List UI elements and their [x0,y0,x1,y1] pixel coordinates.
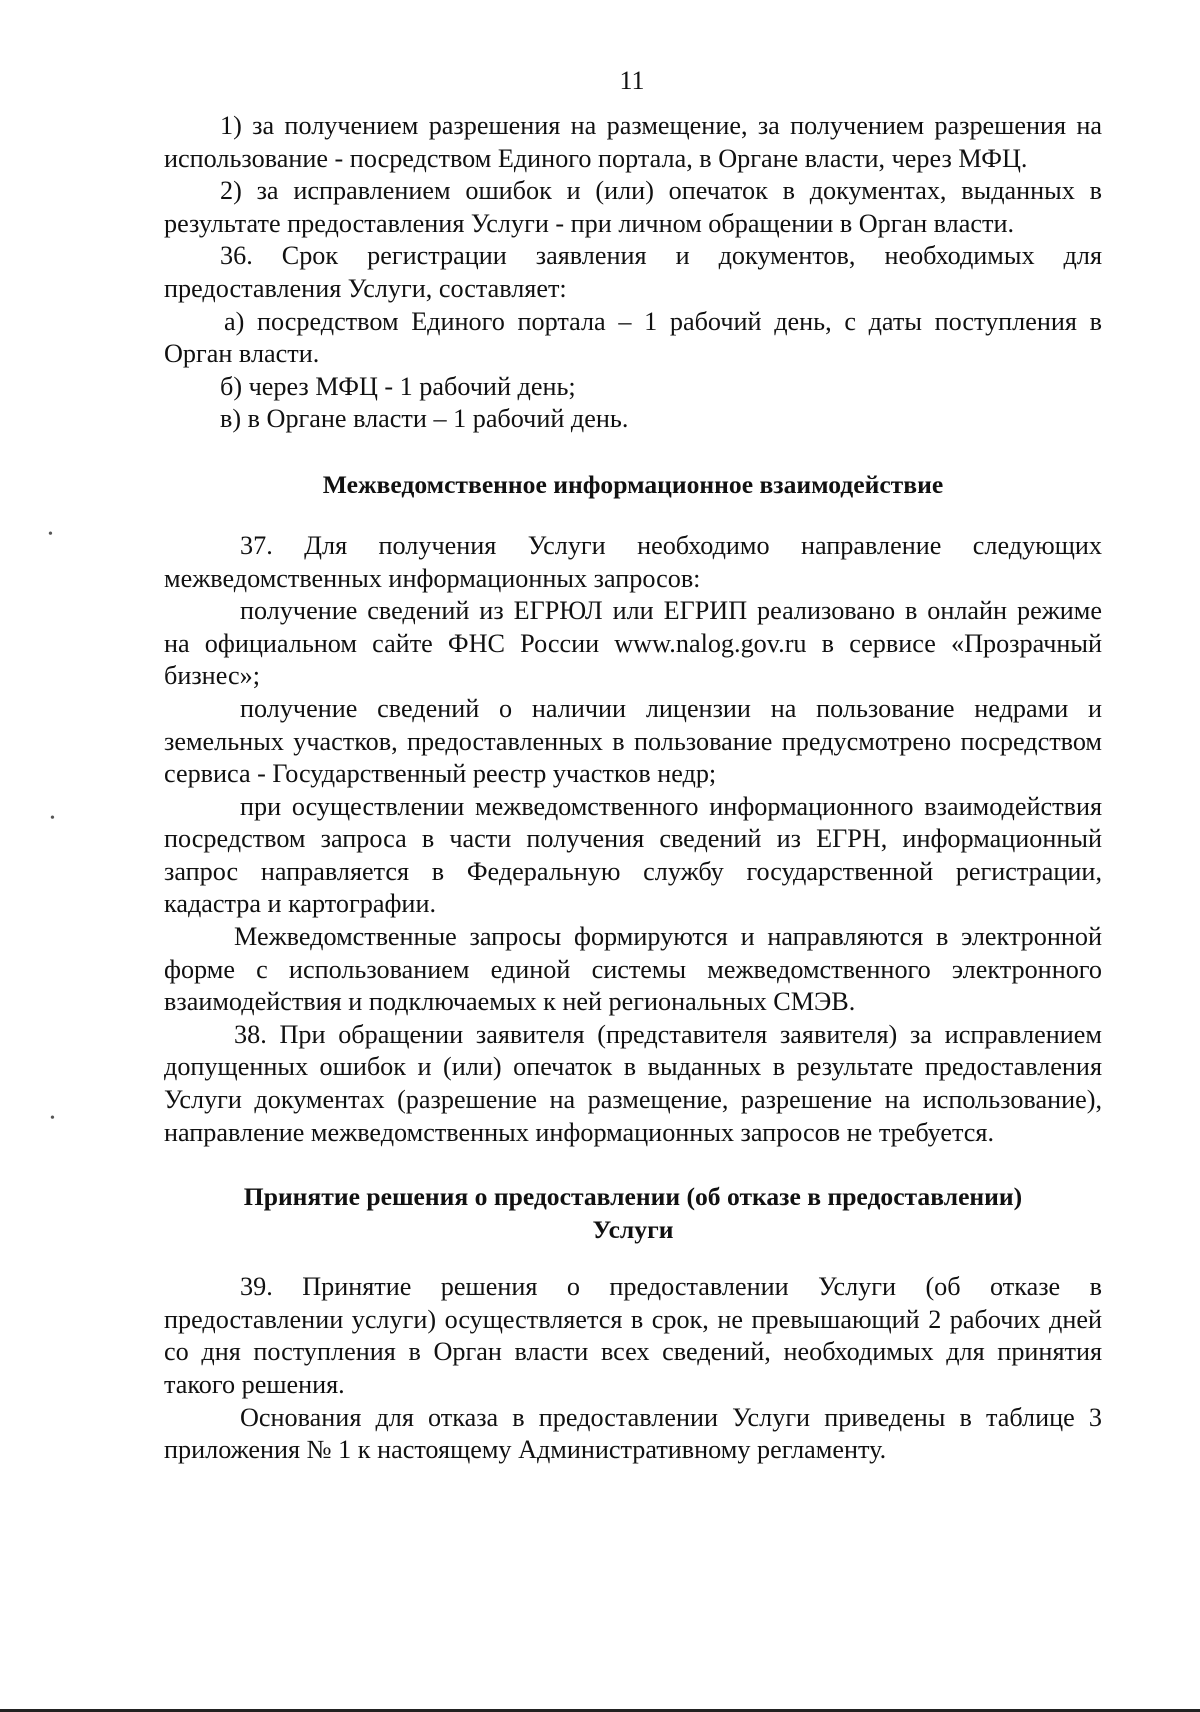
page-number: 11 [619,66,645,95]
section-heading-decision-line2: Услуги [592,1215,674,1245]
paragraph-36b: б) через МФЦ - 1 рабочий день; [220,371,576,401]
paragraph-37-requests: Межведомственные запросы формируются и направляются в электронной форме с использованием единой системы межведомственного электронного взаимодействия и подключаемых к ней региональных СМЭВ. [164,922,1102,1017]
paragraph-1: 1) за получением разрешения на размещение, за получением разрешения на использование - посредством Единого портала, в Органе власти, через МФЦ. [164,111,1102,173]
section-heading-decision-line1: Принятие решения о предоставлении (об отказе в предоставлении) [243,1182,1023,1212]
scan-speck-mark: • [50,1111,55,1126]
scan-speck-mark: • [48,527,53,542]
paragraph-2: 2) за исправлением ошибок и (или) опечаток в документах, выданных в результате предоставления Услуги - при личном обращении в Орган власти. [164,176,1102,238]
paragraph-37: 37. Для получения Услуги необходимо направление следующих межведомственных информационных запросов: [164,530,1102,593]
paragraph-36c: в) в Органе власти – 1 рабочий день. [220,404,629,434]
paragraph-36a: а) посредством Единого портала – 1 рабочий день, с даты поступления в Орган власти. [164,306,1102,369]
paragraph-39-grounds: Основания для отказа в предоставлении Услуги приведены в таблице 3 приложения № 1 к настоящему Административному регламенту. [164,1402,1102,1465]
paragraph-38: 38. При обращении заявителя (представителя заявителя) за исправлением допущенных ошибок и (или) опечаток в выданных в результате предоставления Услуги документах (разрешение на размещение, разрешение на использование), направление межведомственных информационных запросов не требуется. [164,1019,1102,1147]
paragraph-36: 36. Срок регистрации заявления и документов, необходимых для предоставления Услуги, составляет: [164,241,1102,303]
section-heading-decision [164,1180,1102,1246]
paragraph-37-egrul: получение сведений из ЕГРЮЛ или ЕГРИП реализовано в онлайн режиме на официальном сайте ФНС России www.nalog.gov.ru в сервисе «Прозрачный бизнес»; [164,596,1102,691]
document-body [164,110,1102,1467]
scan-speck-mark: • [50,811,55,826]
paragraph-37-egrn: при осуществлении межведомственного информационного взаимодействия посредством запроса в части получения сведений из ЕГРН, информационный запрос направляется в Федеральную службу государственной регистрации, кадастра и картографии. [164,791,1102,919]
section-heading-interagency: Межведомственное информационное взаимодействие [322,469,944,499]
paragraph-39: 39. Принятие решения о предоставлении Услуги (об отказе в предоставлении услуги) осуществляется в срок, не превышающий 2 рабочих дней со дня поступления в Орган власти всех сведений, необходимых для принятия такого решения. [164,1272,1102,1399]
paragraph-37-license: получение сведений о наличии лицензии на пользование недрами и земельных участков, предоставленных в пользование предусмотрено посредством сервиса - Государственный реестр участков недр; [164,693,1102,789]
